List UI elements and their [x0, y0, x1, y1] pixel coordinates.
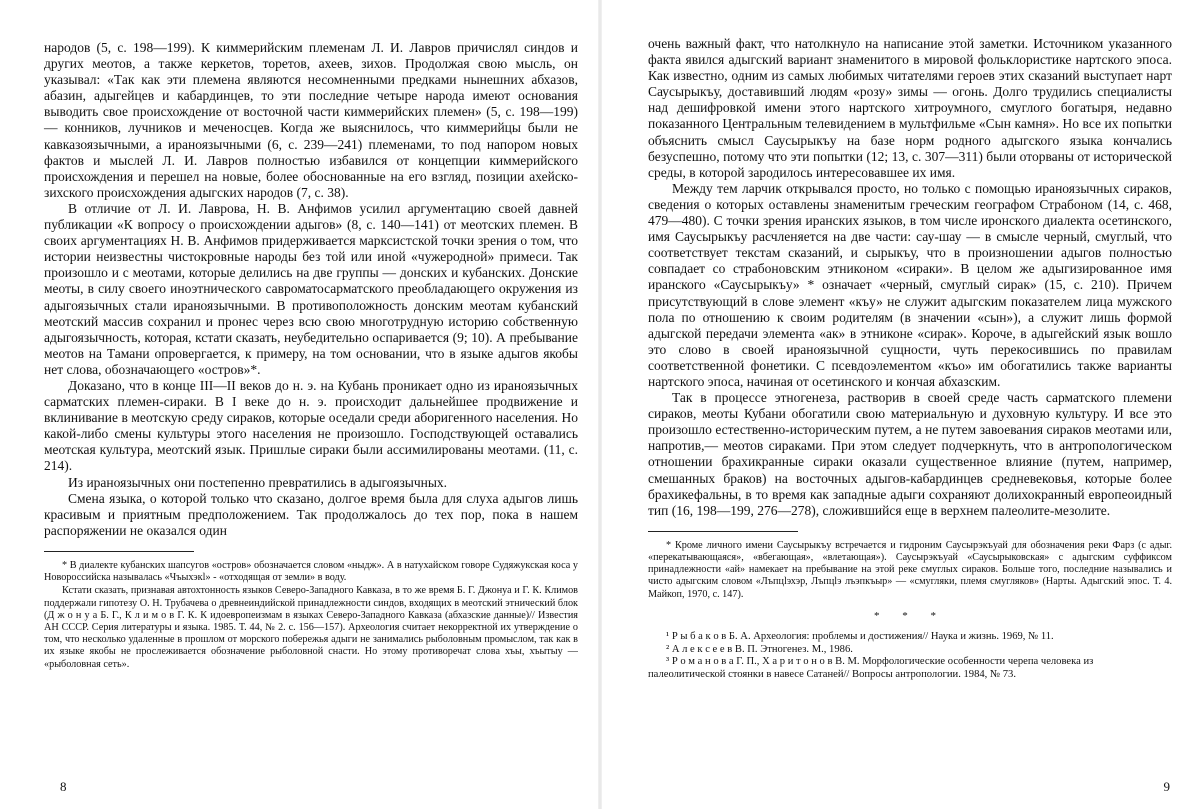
right-paragraph-1: очень важный факт, что натолкнуло на написание этой заметки. Источником указанного факта явился адыгский вариант знаменитого в мировой фольклористике нартского эпоса. Как известно, одним из самых любимых читателями героев этих сказаний выступает нарт Саусырыкъу, доставивший людям «розу» зимы — огонь. Долго трудились специалисты над дешифровкой имени этого нартского хитроумного, смуглого богатыря, недавно показанного Центральным телевидением в мультфильме «Сын камня». Но все их попытки объяснить смысл Саусырыкъу на базе норм родного адыгского языка кончались безуспешно, потому что эти попытки (12; 13, с. 307—311) были оторваны от исторической среды, в которой зародилось интересовавшее их имя. [648, 36, 1172, 180]
left-body-text [44, 40, 578, 539]
right-footnotes [648, 540, 1172, 601]
left-page-number: 8 [60, 779, 67, 794]
left-paragraph-3: Доказано, что в конце III—II веков до н. э. на Кубань проникает одно из ираноязычных сарматских племен-сираки. В I веке до н. э. происходит дальнейшее продвижение и вклинивание в меотскую среду сираков, которые оседали среди аборигенного населения. Но какой-либо смены культуры этого населения не произошло. Господствующей оставались меотская культура, меотский язык. Пришлые сираки были ассимилированы меотами. (11, с. 214). [44, 377, 578, 474]
right-body-text [648, 36, 1172, 519]
right-paragraph-2: Между тем ларчик открывался просто, но только с помощью ираноязычных сираков, сведения о которых оставлены знаменитым греческим географом Страбоном (14, с. 468, 479—480). С точки зрения иранских языков, в том числе иронского диалекта осетинского, имя Саусырыкъу расчленяется на две части: сау-шау — в смысле черный, смуглый, что соответствует текстам сказаний, и сырыкъу, что в произношении адыгов полностью совпадает со страбоновским этниконом «сираки». В целом же адыгизированное имя иранского «Саусырыкъу» * означает «черный, смуглый сирак» (15, с. 210). Причем присутствующий в слове элемент «къу» не служит адыгским показателем лица мужского пола по отношению к своим родителям (в значении «сын»), а служит лишь формой адыгской передачи элемента «ак» в этниконе «сирак». Короче, в адыгейский язык вошло это слово в своей ираноязычной сущности, чуть перекосившись по правилам соответственной фонетики. С псевдоэлементом «къо» им обогатились также варианты нартского эпоса, начиная от осетинского и кончая абхазским. [648, 180, 1172, 389]
reference-item-2: ² А л е к с е е в В. П. Этногенез. М., 1986. [666, 643, 853, 655]
left-footnote-1: * В диалекте кубанских шапсугов «остров» обозначается словом «ныдж». А в натухайском говоре Судяжукская коса у Новороссийска называлась «Чъыхэкӏ» - «отходящая от земли» в воду. [44, 559, 578, 584]
left-footnote-2: Кстати сказать, признавая автохтонность языков Северо-Западного Кавказа, в то же время Б. Г. Джонуа и Г. К. Климов поддержали гипотезу О. Н. Трубачева о древнеиндийской принадлежности синдов, входящих в меотский этнический блок (Д ж о н у а Б. Г., К л и м о в Г. К. К идоевропеизмам в языках Северо-Западного Кавказа (абхазские данные)// Известия АН СССР. Серия литературы и языка. 1985. Т. 44, № 2. с. 156—157). Археология считает некорректной их утверждение о том, что несколько удаленные в прошлом от морского побережья адыги не занимались рыболовным промыслом, так как в их языке якобы не прослеживается обозначение рыболовной снасти. Но этому противоречат слова хъы, хъытыу — «рыболовная сеть». [44, 585, 578, 670]
right-footnote-rule [648, 531, 798, 532]
left-paragraph-1: народов (5, с. 198—199). К киммерийским племенам Л. И. Лавров причислял синдов и других меотов, а также керкетов, торетов, ахеев, зихов. Продолжая свою мысль, он указывал: «Так как эти племена являются несомненными предками нынешних абхазов, абазин, адыгейцев и кабардинцев, то эти последние четыре народа имеют основания выводить свое происхождение от восточной части киммерийских племен» (5, с. 198—199) — конников, лучников и меченосцев. Когда же выяснилось, что киммерийцы были не кавказоязычными, а ираноязычными (6, с. 239—241) племенами, то под напором новых фактов и мыслей Л. И. Лавров полностью избавился от концепции киммерийского происхождения и перешел на новые, более обоснованные на его взгляд, позиции ахейско-зихского происхождения адыгских народов (7, с. 38). [44, 40, 578, 200]
left-footnotes [44, 560, 578, 671]
left-paragraph-2: В отличие от Л. И. Лаврова, Н. В. Анфимов усилил аргументацию своей давней публикации «К вопросу о происхождении адыгов» (8, с. 140—141) от меотских племен. В своих аргументациях Н. В. Анфимов придерживается марксистской точки зрения о том, что истории неизвестны чистокровные народы без той или иной «чужеродной» примеси. Так произошло и с меотами, которые делились на две группы — донских и кубанских. Донские меоты, в силу своего иноэтнического савроматосарматского преобладающего окружения из адыгоязычных стали ираноязычными. В противоположность донским меотам кубанский меотский массив сохранил и пронес через всю свою многотрудную историю собственную адыгоязычность, которая, кстати сказать, неубедительно оспаривается (9; 10). А пребывание меотов на Тамани опровергается, к примеру, на том основании, что в языке адыгов якобы нет слова, обозначающего «остров»*. [44, 200, 578, 377]
reference-list [648, 631, 1172, 682]
right-page [600, 0, 1200, 809]
reference-item-1: ¹ Р ы б а к о в Б. А. Археология: проблемы и достижения// Наука и жизнь. 1969, № 11. [666, 630, 1054, 642]
left-footnote-rule [44, 551, 194, 552]
reference-item-3: ³ Р о м а н о в а Г. П., Х а р и т о н о в В. М. Морфологические особенности черепа человека из палеолитической стоянки в навесе Сатаней// Вопросы антропологии. 1984, № 73. [648, 656, 1094, 681]
right-page-number: 9 [1163, 779, 1170, 794]
left-paragraph-4: Из ираноязычных они постепенно превратились в адыгоязычных. [68, 474, 448, 490]
right-footnote-1: * Кроме личного имени Саусырыкъу встречается и гидроним Саусырэкъуай для обозначения реки Фарз (с адыг. «перекатывающаяся», «вбегающая», «влетающая»). Саусырэкъуай «Саусырыковская» с адыгским суффиксом принадлежности «ай» намекает на пребывание на этой реке смуглых сираков. Больше того, последние назывались и чисто адыгским словом «Лъпцӏэхэр, Лъпцӏэ лъэпкъыр» — «смугляки, племя смугляков» (Нарты. Адыгский эпос. Т. 4. Майкоп, 1970, с. 147). [648, 539, 1172, 600]
left-paragraph-5: Смена языка, о которой только что сказано, долгое время была для слуха адыгов лишь красивым и приятным предположением. Так продолжалось до тех пор, пока в нашем распоряжении не оказался один [44, 490, 578, 538]
right-paragraph-3: Так в процессе этногенеза, растворив в своей среде часть сарматского племени сираков, меоты Кубани обогатили свою материальную и духовную культуру. И все это произошло естественно-историческим путем, а не путем завоевания сираков меотами или, напротив,— меотов сираками. При этом следует подчеркнуть, что в антропологическом отношении брахикранные сираки оказали существенное влияние (путем, например, смешанных браков) на восточных адыгов-кабардинцев средневековья, которые более брахикефальны, в то время как западные адыги сохраняют долихокранный европеоидный тип (16, 198—199, 276—278), сложившийся еще в верхнем палеолите-мезолите. [648, 390, 1172, 518]
section-separator-stars: * * * [874, 609, 946, 622]
